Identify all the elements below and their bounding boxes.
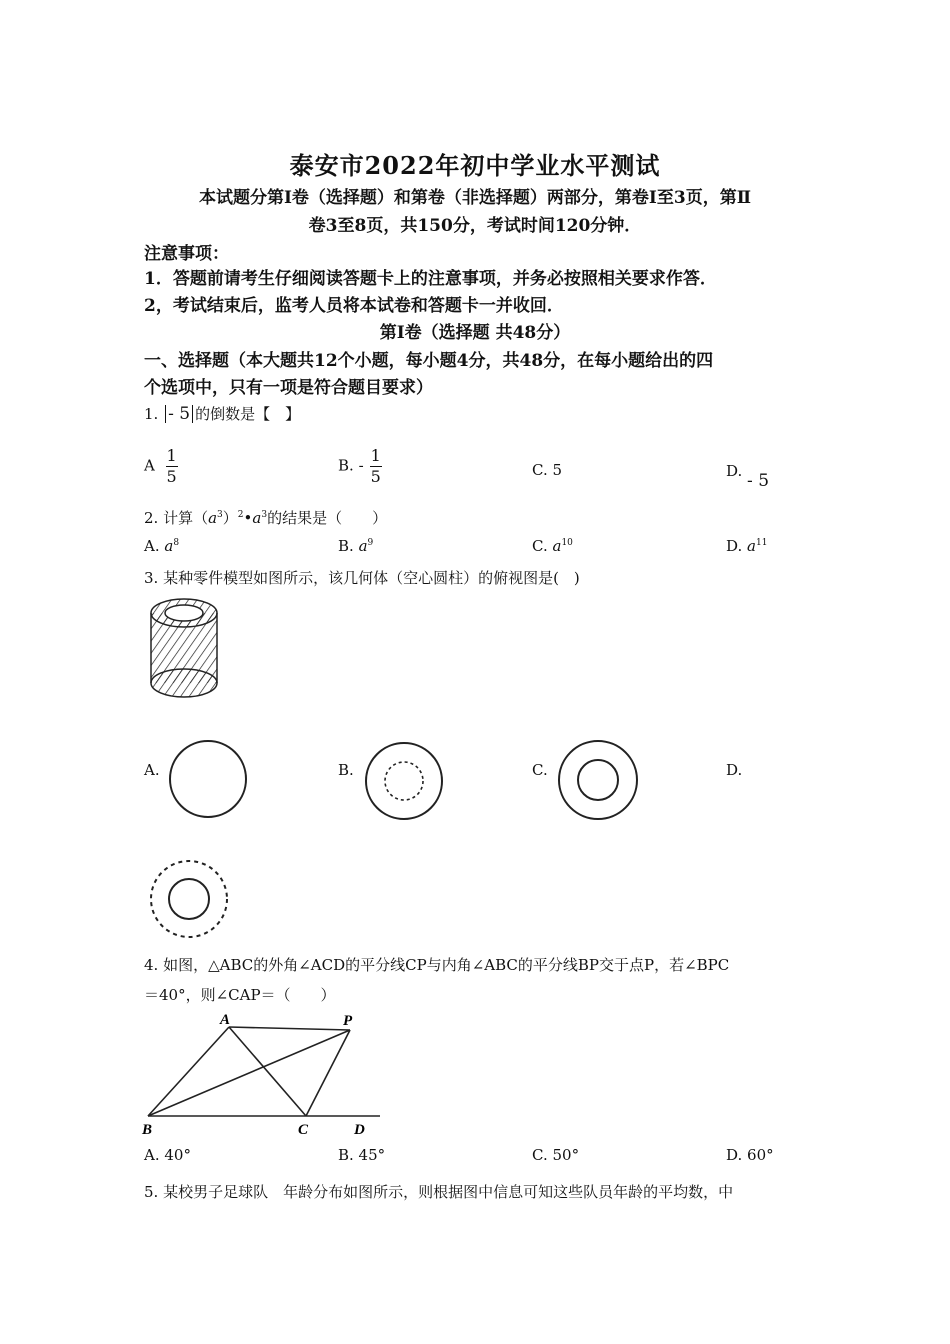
q1-number: 1. [144, 405, 159, 423]
q2-c-label: C. [532, 537, 548, 555]
q1-option-b [338, 446, 382, 487]
q2-exp-3: 3 [217, 510, 223, 520]
q2-option-b [338, 537, 373, 555]
question-2-stem [144, 507, 387, 528]
notes-title: 注意事项： [144, 244, 229, 264]
q1-a-label: A [144, 456, 155, 475]
q1-a-denominator: 5 [166, 467, 177, 486]
q3-a-single-circle [166, 737, 250, 821]
q4-option-b: B. 45° [338, 1146, 386, 1164]
question-4-line-2: ＝40°，则∠CAP＝（ ） [144, 986, 336, 1004]
q1-option-c: C. 5 [532, 461, 563, 479]
q3-option-d: D. [726, 761, 743, 779]
section-line-1: 一、选择题（本大题共12个小题，每小题4分，共48分，在每小题给出的四 [144, 351, 714, 371]
question-3-stem: 3. 某种零件模型如图所示，该几何体（空心圆柱）的俯视图是( ) [144, 569, 580, 587]
point-b-label: B [142, 1122, 153, 1138]
point-p-label: P [343, 1013, 353, 1029]
q1-b-numerator: 1 [370, 446, 381, 465]
point-a-label: A [220, 1012, 231, 1028]
line-ac [229, 1027, 306, 1116]
q2-c-var: a [552, 537, 562, 555]
q2-option-c [532, 537, 573, 555]
q1-option-a [144, 446, 178, 487]
q2-d-label: D. [726, 537, 743, 555]
intro-line-1: 本试题分第Ⅰ卷（选择题）和第卷（非选择题）两部分，第卷Ⅰ至3页，第Ⅱ [198, 188, 752, 208]
question-1-stem [144, 403, 300, 424]
q1-b-denominator: 5 [370, 467, 381, 486]
q2-var-a: a [208, 509, 218, 527]
q1-b-fraction [370, 446, 382, 487]
q2-a-label: A. [144, 537, 160, 555]
q3-option-b: B. [338, 761, 354, 779]
q4-geometry-figure [140, 1008, 382, 1138]
q2-a-var: a [164, 537, 174, 555]
q2-stem-prefix: 2. 计算（ [144, 509, 209, 527]
note-1: 1．答题前请考生仔细阅读答题卡上的注意事项，并务必按照相关要求作答． [144, 269, 717, 289]
q3-option-c: C. [532, 761, 548, 779]
q1-d-value: - 5 [747, 471, 770, 491]
q2-d-exp: 11 [756, 538, 768, 548]
q2-a-exp: 8 [173, 538, 180, 548]
q2-dot: • [243, 509, 253, 527]
note-2: 2，考试结束后，监考人员将本试卷和答题卡一并收回． [144, 296, 564, 316]
q1-d-label: D. [726, 462, 743, 480]
page-title: 泰安市2022年初中学业水平测试 [289, 151, 661, 180]
q2-exp-3b: 3 [261, 510, 268, 520]
point-c-label: C [298, 1122, 309, 1138]
q2-d-var: a [747, 537, 756, 555]
q1-stem-tail: 的倒数是【 】 [195, 405, 301, 423]
line-cp [306, 1030, 350, 1116]
q2-option-d [726, 537, 767, 555]
q4-option-a: A. 40° [144, 1146, 191, 1164]
q2-b-exp: 9 [367, 538, 374, 548]
point-d-label: D [354, 1122, 365, 1138]
q2-stem-suffix: 的结果是（ ） [267, 509, 388, 527]
part-title: 第Ⅰ卷（选择题 共48分） [379, 323, 571, 343]
q2-c-exp: 10 [561, 538, 573, 548]
q3-d-dashed-outer-circle [145, 857, 235, 941]
q4-option-d: D. 60° [726, 1146, 774, 1164]
q2-b-var: a [358, 537, 368, 555]
q2-var-a-2: a [252, 509, 262, 527]
line-bp [148, 1030, 350, 1116]
q1-absolute-value: - 5 [165, 405, 193, 423]
q2-close-paren: ） [222, 509, 238, 527]
q3-c-concentric-circles [555, 737, 641, 823]
q2-exp-2: 2 [237, 510, 244, 520]
q1-a-fraction [166, 446, 178, 487]
q1-b-label: B. [338, 456, 354, 475]
q3-b-dashed-inner-circle [362, 739, 446, 823]
q1-b-sign: - [358, 456, 364, 475]
hollow-cylinder-figure [148, 596, 220, 702]
intro-line-2: 卷3至8页，共150分，考试时间120分钟． [308, 216, 642, 236]
q2-option-a [144, 537, 179, 555]
section-line-2: 个选项中，只有一项是符合题目要求） [144, 378, 433, 398]
question-5-stem: 5. 某校男子足球队 年龄分布如图所示，则根据图中信息可知这些队员年龄的平均数，中 [144, 1183, 734, 1201]
q3-option-a: A. [144, 761, 160, 779]
line-ab [148, 1027, 229, 1116]
q1-a-numerator: 1 [166, 446, 177, 465]
line-ap [229, 1027, 350, 1030]
q2-b-label: B. [338, 537, 354, 555]
question-4-line-1: 4. 如图，△ABC的外角∠ACD的平分线CP与内角∠ABC的平分线BP交于点P，若∠BPC [144, 956, 730, 974]
q4-option-c: C. 50° [532, 1146, 580, 1164]
q1-option-d [726, 461, 770, 491]
